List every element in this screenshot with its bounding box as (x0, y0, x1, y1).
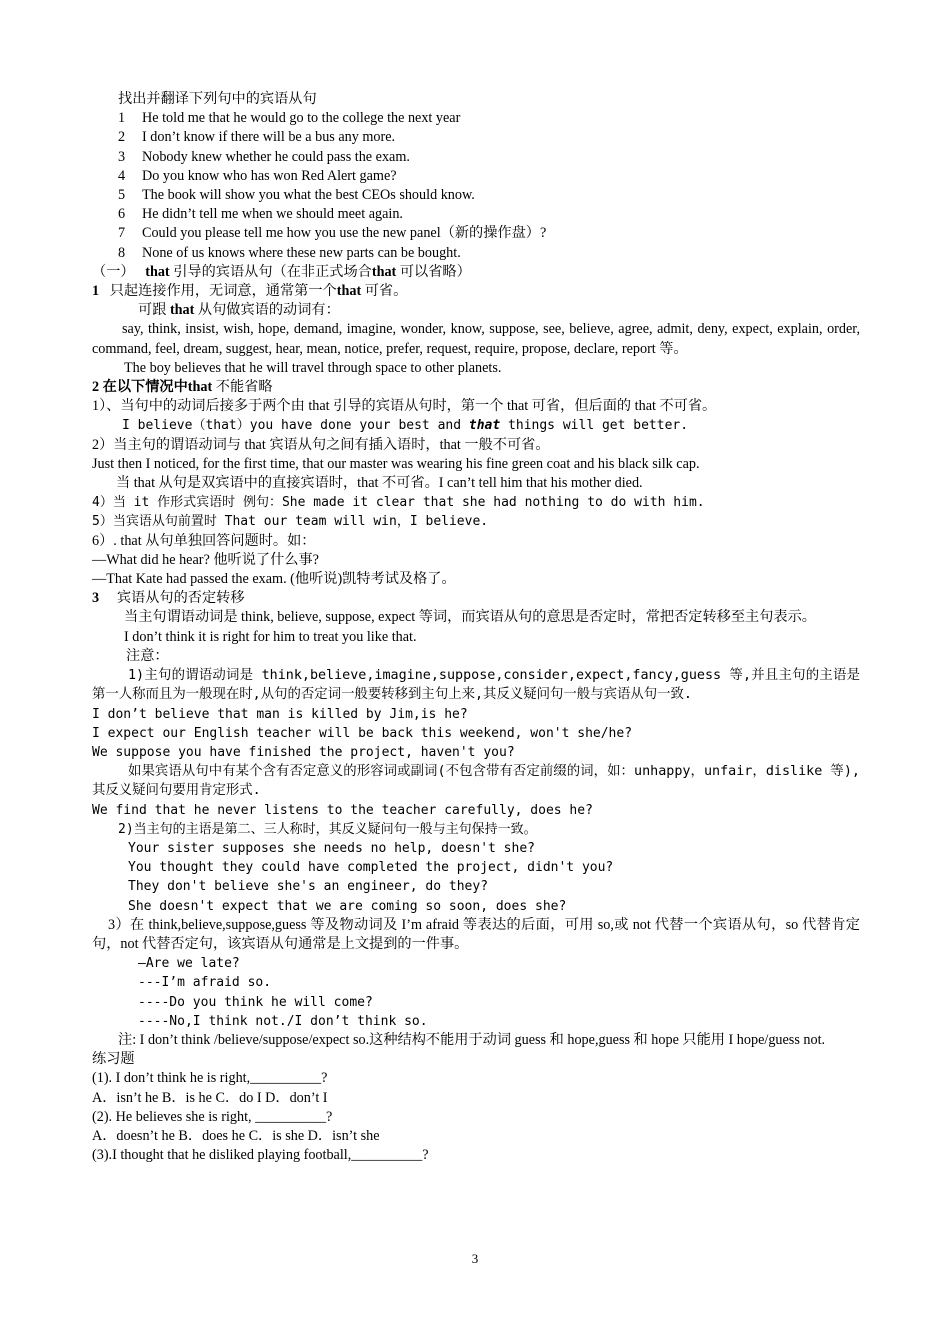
dialogue-line: ---I’m afraid so. (138, 975, 272, 991)
intro-item: 4 Do you know who has won Red Alert game? (118, 167, 397, 184)
verbs-intro: 可跟 that 从句做宾语的动词有： (138, 302, 340, 319)
example-sentence: The boy believes that he will travel through space to other planets. (124, 359, 502, 376)
dialogue-line: ----No,I think not./I don’t think so. (138, 1013, 428, 1029)
intro-list (92, 109, 860, 263)
case-4: 4）当 it 作形式宾语时 例句：She made it clear that she had nothing to do with him. (92, 495, 705, 511)
intro-item: 5 The book will show you what the best CEOs should know. (118, 187, 475, 204)
intro-title: 找出并翻译下列句中的宾语从句 (118, 91, 317, 107)
case-6: 6）. that 从句单独回答问题时。如： (92, 532, 316, 549)
case-1-example: I believe（that）you have done your best and that things will get better. (122, 418, 689, 434)
case-2: 2）当主句的谓语动词与 that 宾语从句之间有插入语时，that 一般不可省。 (92, 436, 550, 453)
dialogue-line: —Are we late? (138, 956, 240, 972)
note-1-example: We suppose you have finished the project, haven't you? (92, 744, 515, 760)
note-1-extra: 如果宾语从句中有某个含有否定意义的形容词或副词(不包含带有否定前缀的词，如：unhappy，unfair，dislike 等),其反义疑问句要用肯定形式. (92, 764, 860, 799)
note-2-example: She doesn't expect that we are coming so soon, does she? (128, 898, 567, 914)
case-6-answer: —That Kate had passed the exam. (他听说)凯特考试及格了。 (92, 571, 456, 588)
dialogue-line: ----Do you think he will come? (138, 994, 373, 1010)
intro-item: 6 He didn’t tell me when we should meet again. (118, 206, 403, 223)
point-3-desc: 当主句谓语动词是 think, believe, suppose, expect 等词，而宾语从句的意思是否定时，常把否定转移至主句表示。 (124, 609, 816, 626)
note-1-extra-example: We find that he never listens to the teacher carefully, does he? (92, 802, 593, 818)
case-3: 当 that 从句是双宾语中的直接宾语时，that 不可省。I can’t tell him that his mother died. (116, 475, 643, 492)
note-2: 2)当主句的主语是第二、三人称时，其反义疑问句一般与主句保持一致。 (118, 821, 537, 837)
case-5: 5）当宾语从句前置时 That our team will win，I believe. (92, 514, 489, 530)
exercise-question: (3).I thought that he disliked playing football,__________? (92, 1147, 429, 1164)
case-2-example: Just then I noticed, for the first time, that our master was wearing his fine green coat and his black silk cap. (92, 455, 700, 472)
intro-item: 2 I don’t know if there will be a bus any more. (118, 129, 396, 146)
note-final: 注: I don’t think /believe/suppose/expect so.这种结构不能用于动词 guess 和 hope,guess 和 hope 只能用 I hope/guess not. (118, 1031, 826, 1048)
point-3-example: I don’t think it is right for him to treat you like that. (124, 628, 417, 645)
note-1-example: I expect our English teacher will be back this weekend, won't she/he? (92, 725, 633, 741)
exercise-question: (2). He believes she is right, __________? (92, 1108, 333, 1125)
exercise-question: (1). I don’t think he is right,__________? (92, 1070, 328, 1087)
exercise-options: A．isn’t he B．is he C．do I D．don’t I (92, 1089, 328, 1106)
document-page (92, 90, 860, 1165)
intro-item: 8 None of us knows where these new parts can be bought. (118, 244, 461, 261)
intro-item: 7 Could you please tell me how you use the new panel（新的操作盘）? (118, 225, 547, 242)
point-1: 1 只起连接作用，无词意，通常第一个that 可省。 (92, 283, 408, 300)
exercise-title: 练习题 (92, 1051, 135, 1068)
point-3: 3 宾语从句的否定转移 (92, 590, 245, 607)
intro-item: 1 He told me that he would go to the college the next year (118, 110, 461, 127)
note-1: 1)主句的谓语动词是 think,believe,imagine,suppose,consider,expect,fancy,guess 等,并且主句的主语是第一人称而且为一般现在时,从句的否定词一般要转移到主句上来,其反义疑问句一般与宾语从句一致. (92, 668, 860, 703)
page-number: 3 (471, 1251, 479, 1266)
note-2-example: You thought they could have completed the project, didn't you? (128, 860, 614, 876)
case-6-question: —What did he hear? 他听说了什么事? (92, 551, 319, 568)
verbs-list: say, think, insist, wish, hope, demand, imagine, wonder, know, suppose, see, believe, agree, admit, deny, expect, explain, order, command, feel, dream, suggest, hear, mean, notice, prefer, request, require, propose, declare, report 等。 (92, 321, 860, 357)
exercise-options: A．doesn’t he B．does he C．is she D．isn’t she (92, 1127, 380, 1144)
note-2-example: They don't believe she's an engineer, do they? (128, 879, 489, 895)
note-3: 3）在 think,believe,suppose,guess 等及物动词及 I’m afraid 等表达的后面，可用 so,或 not 代替一个宾语从句，so 代替肯定句，not 代替否定句，该宾语从句通常是上文提到的一件事。 (92, 916, 860, 952)
note-label: 注意： (126, 647, 169, 664)
section-heading: （一） that 引导的宾语从句（在非正式场合that 可以省略） (92, 263, 471, 280)
intro-item: 3 Nobody knew whether he could pass the exam. (118, 148, 410, 165)
case-1: 1）、当句中的动词后接多于两个由 that 引导的宾语从句时，第一个 that 可省，但后面的 that 不可省。 (92, 398, 717, 415)
note-1-example: I don’t believe that man is killed by Jim,is he? (92, 706, 468, 722)
point-2: 2 在以下情况中that 不能省略 (92, 379, 273, 396)
note-2-example: Your sister supposes she needs no help, doesn't she? (128, 840, 535, 856)
